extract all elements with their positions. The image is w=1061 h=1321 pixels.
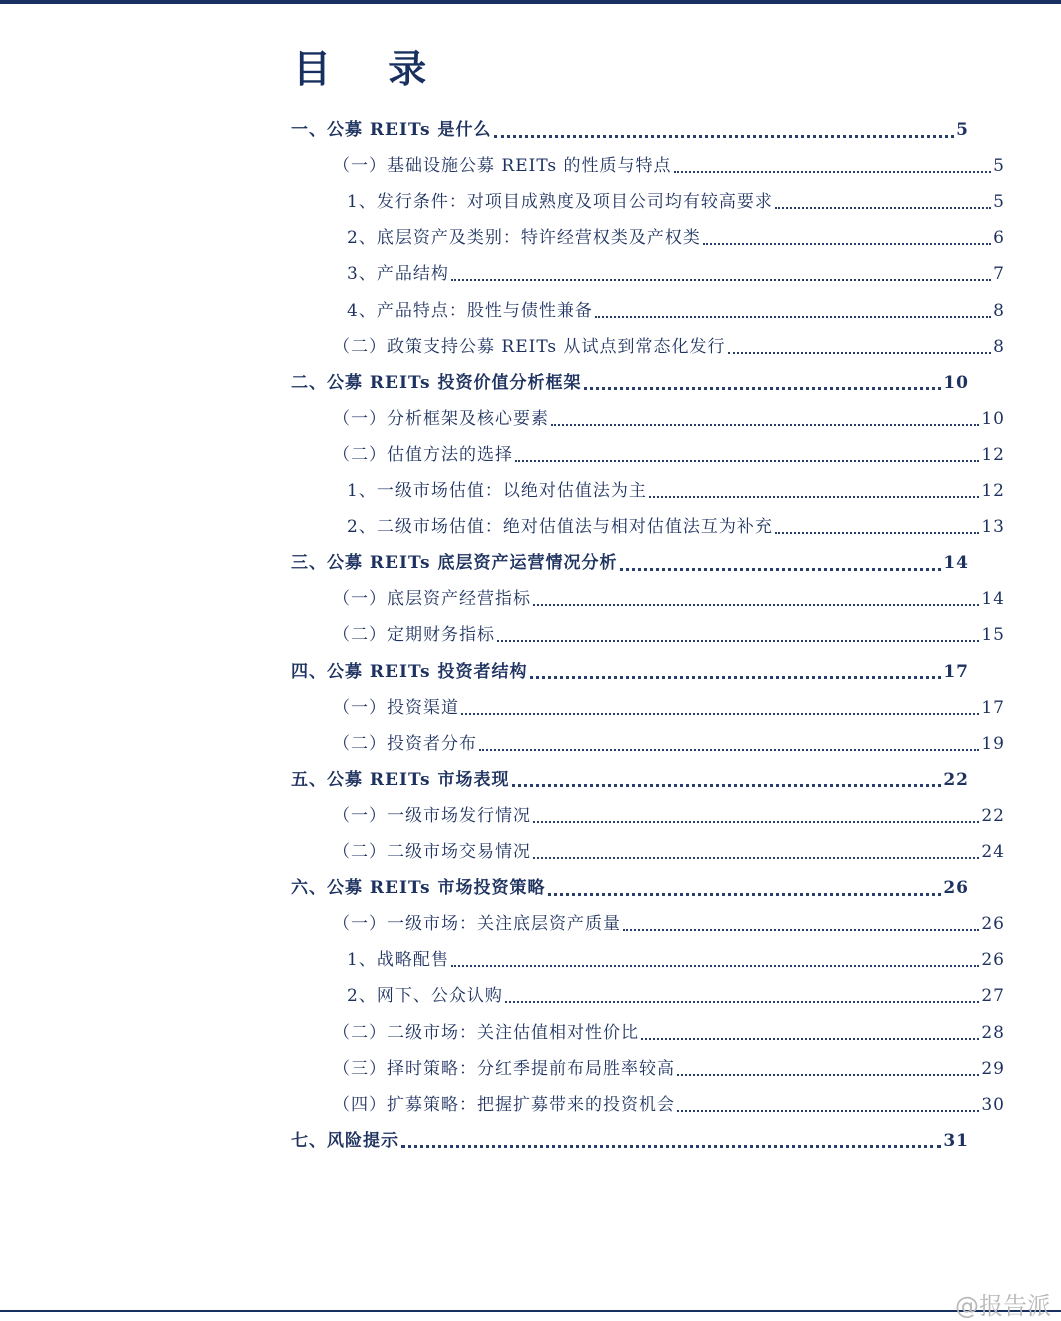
toc-entry-label: （二）政策支持公募 REITs 从试点到常态化发行 (333, 336, 726, 357)
toc-leader-dots (533, 604, 979, 606)
toc-entry-page: 26 (981, 914, 1005, 935)
toc-leader-dots (703, 243, 991, 245)
toc-entry-label: （一）投资渠道 (333, 697, 459, 718)
toc-entry-level-2[interactable] (333, 441, 1005, 469)
toc-entry-page: 5 (993, 192, 1005, 213)
toc-entry-label: （一）分析框架及核心要素 (333, 408, 549, 429)
toc-entry-page: 19 (981, 733, 1005, 754)
toc-entry-level-3[interactable] (347, 188, 1005, 216)
toc-entry-level-2[interactable] (333, 152, 1005, 180)
toc-entry-page: 14 (981, 589, 1005, 610)
toc-entry-page: 8 (993, 300, 1005, 321)
toc-leader-dots (674, 171, 992, 173)
toc-entry-label: 2、二级市场估值：绝对估值法与相对估值法互为补充 (347, 517, 773, 538)
toc-entry-page: 28 (981, 1022, 1005, 1043)
toc-entry-level-3[interactable] (347, 946, 1005, 974)
toc-leader-dots (620, 568, 942, 571)
toc-leader-dots (548, 893, 942, 896)
toc-entry-level-2[interactable] (333, 694, 1005, 722)
toc-entry-label: 1、战略配售 (347, 950, 449, 971)
toc-leader-dots (533, 857, 979, 859)
toc-leader-dots (533, 821, 979, 823)
toc-entry-level-2[interactable] (333, 730, 1005, 758)
toc-entry-page: 26 (981, 950, 1005, 971)
toc-entry-level-2[interactable] (333, 1019, 1005, 1047)
toc-entry-label: 2、网下、公众认购 (347, 986, 503, 1007)
toc-entry-page: 5 (993, 156, 1005, 177)
toc-entry-label: 四、公募 REITs 投资者结构 (291, 661, 528, 682)
toc-leader-dots (775, 207, 991, 209)
toc-entry-level-1[interactable] (291, 1127, 969, 1155)
toc-entry-page: 10 (943, 372, 969, 393)
toc-leader-dots (497, 640, 979, 642)
toc-leader-dots (641, 1038, 979, 1040)
toc-entry-label: 1、发行条件：对项目成熟度及项目公司均有较高要求 (347, 192, 773, 213)
toc-entry-label: （一）基础设施公募 REITs 的性质与特点 (333, 156, 672, 177)
toc-entry-page: 22 (981, 805, 1005, 826)
toc-entry-page: 30 (981, 1094, 1005, 1115)
toc-entry-label: （二）二级市场交易情况 (333, 842, 531, 862)
toc-leader-dots (451, 279, 991, 281)
toc-leader-dots (530, 676, 942, 679)
toc-entry-label: （四）扩募策略：把握扩募带来的投资机会 (333, 1094, 675, 1115)
toc-entry-page: 12 (981, 481, 1005, 501)
toc-leader-dots (775, 532, 980, 534)
toc-entry-level-1[interactable] (291, 116, 969, 144)
toc-entry-level-1[interactable] (291, 658, 969, 686)
toc-entry-label: 2、底层资产及类别：特许经营权类及产权类 (347, 228, 701, 249)
toc-entry-label: 六、公募 REITs 市场投资策略 (291, 878, 546, 899)
page-title: 目 录 (293, 47, 449, 91)
toc-entry-label: 4、产品特点：股性与债性兼备 (347, 300, 593, 321)
toc-entry-page: 29 (981, 1058, 1005, 1079)
toc-entry-label: 七、风险提示 (291, 1130, 399, 1151)
toc-leader-dots (677, 1110, 979, 1112)
top-rule (0, 0, 1061, 4)
toc-entry-page: 17 (981, 697, 1005, 718)
toc-leader-dots (512, 784, 942, 787)
toc-leader-dots (649, 496, 980, 498)
toc-entry-label: 3、产品结构 (347, 264, 449, 285)
toc-entry-level-1[interactable] (291, 369, 969, 397)
toc-entry-label: （一）一级市场：关注底层资产质量 (333, 914, 621, 935)
toc-entry-level-3[interactable] (347, 982, 1005, 1010)
toc-entry-page: 12 (981, 444, 1005, 465)
toc-leader-dots (677, 1074, 979, 1076)
toc-leader-dots (515, 460, 979, 462)
toc-entry-page: 14 (943, 553, 969, 574)
toc-entry-page: 31 (943, 1130, 969, 1151)
toc-leader-dots (623, 929, 979, 931)
toc-entry-label: 三、公募 REITs 底层资产运营情况分析 (291, 553, 618, 574)
toc-entry-label: （二）投资者分布 (333, 733, 477, 754)
toc-entry-page: 27 (981, 986, 1005, 1007)
toc-entry-level-2[interactable] (333, 910, 1005, 938)
toc-entry-page: 22 (943, 769, 969, 790)
toc-entry-page: 6 (993, 228, 1005, 249)
toc-entry-page: 24 (981, 842, 1005, 862)
toc-entry-level-1[interactable] (291, 766, 969, 794)
toc-entry-page: 10 (981, 408, 1005, 429)
toc-leader-dots (505, 1001, 980, 1003)
toc-entry-label: （二）估值方法的选择 (333, 444, 513, 465)
toc-entry-label: （一）底层资产经营指标 (333, 589, 531, 610)
toc-entry-level-3[interactable] (347, 477, 1005, 505)
toc-entry-level-3[interactable] (347, 297, 1005, 325)
toc-leader-dots (551, 424, 979, 426)
toc-entry-level-2[interactable] (333, 405, 1005, 433)
watermark: @报告派 (955, 1292, 1051, 1320)
toc-entry-level-2[interactable] (333, 838, 1005, 866)
toc-entry-page: 17 (943, 661, 969, 682)
toc-entry-label: 二、公募 REITs 投资价值分析框架 (291, 372, 582, 393)
toc-entry-label: （一）一级市场发行情况 (333, 805, 531, 826)
toc-entry-label: 1、一级市场估值：以绝对估值法为主 (347, 481, 647, 501)
toc-entry-page: 8 (993, 336, 1005, 357)
toc-entry-level-3[interactable] (347, 224, 1005, 252)
toc-entry-level-2[interactable] (333, 333, 1005, 361)
toc-entry-level-2[interactable] (333, 1055, 1005, 1083)
toc-entry-level-2[interactable] (333, 621, 1005, 649)
toc-entry-label: 一、公募 REITs 是什么 (291, 120, 492, 140)
toc-entry-label: （二）定期财务指标 (333, 625, 495, 646)
toc-leader-dots (451, 965, 980, 967)
toc-entry-page: 5 (956, 120, 969, 140)
toc-entry-page: 13 (981, 517, 1005, 538)
toc-entry-level-1[interactable] (291, 549, 969, 577)
toc-entry-page: 7 (993, 264, 1005, 285)
toc-entry-level-2[interactable] (333, 802, 1005, 830)
toc-entry-level-3[interactable] (347, 260, 1005, 288)
toc-leader-dots (479, 749, 979, 751)
toc-entry-label: （二）二级市场：关注估值相对性价比 (333, 1022, 639, 1043)
toc-leader-dots (461, 713, 979, 715)
toc-leader-dots (728, 352, 992, 354)
toc-leader-dots (595, 316, 991, 318)
toc-entry-label: （三）择时策略：分红季提前布局胜率较高 (333, 1058, 675, 1079)
toc-entry-page: 15 (981, 625, 1005, 646)
toc-leader-dots (401, 1145, 941, 1148)
toc-leader-dots (494, 135, 955, 138)
toc-entry-level-2[interactable] (333, 1091, 1005, 1119)
toc-entry-level-1[interactable] (291, 874, 969, 902)
toc-entry-level-2[interactable] (333, 585, 1005, 613)
bottom-rule (0, 1310, 1061, 1312)
toc-leader-dots (584, 387, 942, 390)
toc-entry-page: 26 (943, 878, 969, 899)
toc-entry-label: 五、公募 REITs 市场表现 (291, 769, 510, 790)
toc-entry-level-3[interactable] (347, 513, 1005, 541)
